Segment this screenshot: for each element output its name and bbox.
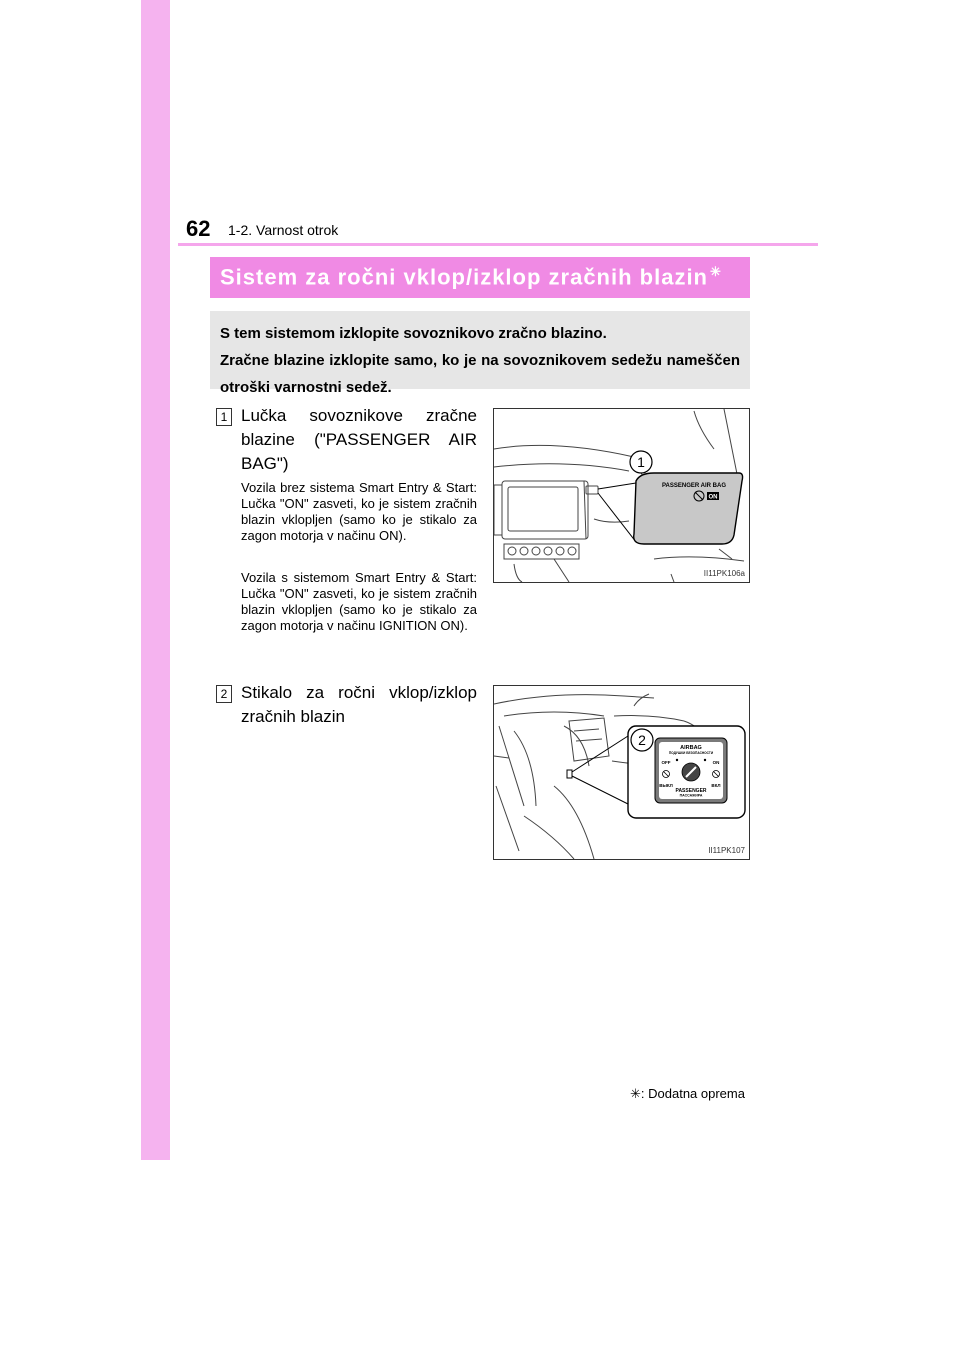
figure-1-code: II11PK106a [703,569,745,578]
figure-2-callout: 2 [638,732,646,748]
on-label: ON [712,760,720,765]
airbag-label: AIRBAG [680,745,702,751]
footnote-text: : Dodatna oprema [640,1086,745,1101]
item-number-1: 1 [216,408,232,426]
section-title: 1-2. Varnost otrok [228,222,339,238]
item-2-title: Stikalo za ročni vklop/izklop zračnih blazin [241,683,477,726]
optional-marker-icon: ✳ [710,264,722,280]
on-label-cyrillic: ВКЛ [711,783,721,788]
item-1-desc-2: Vozila s sistemom Smart Entry & Start: Lučka "ON" zasveti, ko je sistem zračnih blazin vklopljen (samo ko je stikalo za zagon motorja v načinu IGNITION ON). [241,570,477,633]
key-switch-icon [682,763,700,781]
figure-2-code: II11PK107 [708,846,745,855]
passenger-label-cyrillic: ПАССАЖИРА [679,793,703,798]
figure-airbag-switch [493,685,750,860]
on-indicator: ON [708,494,718,501]
off-label: OFF [661,760,671,765]
page-title: Sistem za ročni vklop/izklop zračnih blazin ✳ [220,264,722,290]
intro-line-2: Zračne blazine izklopite samo, ko je na sovoznikovem sedežu nameščen otroški varnostni sedež. [220,352,740,396]
dashboard-illustration [494,409,749,582]
figure-1-callout: 1 [637,454,645,470]
footnote [630,1086,745,1102]
side-tab-bar [141,0,170,1160]
intro-line-1: S tem sistemom izklopite sovoznikovo zračno blazino. [220,325,607,342]
page-number: 62 [186,216,211,241]
optional-marker-icon: ✳ [630,1086,641,1101]
off-label-cyrillic: ВЫКЛ [659,783,673,788]
airbag-label-cyrillic: ПОДУШКИ БЕЗОПАСНОСТИ [668,751,714,755]
glovebox-illustration [494,686,749,859]
title-banner [210,257,750,298]
passenger-label: PASSENGER [675,788,707,794]
intro-box [210,311,750,396]
item-1-title: Lučka sovoznikove zračne blazine ("PASSENGER AIR BAG") [241,406,477,473]
figure-dashboard-lamp [493,408,750,583]
header-rule [178,243,818,246]
item-1-desc-1: Vozila brez sistema Smart Entry & Start: Lučka "ON" zasveti, ko je sistem zračnih blazin vklopljen (samo ko je stikalo za zagon motorja v načinu ON). [241,480,477,543]
passenger-air-bag-label: PASSENGER AIR BAG [661,483,727,489]
item-number-2: 2 [216,685,232,703]
